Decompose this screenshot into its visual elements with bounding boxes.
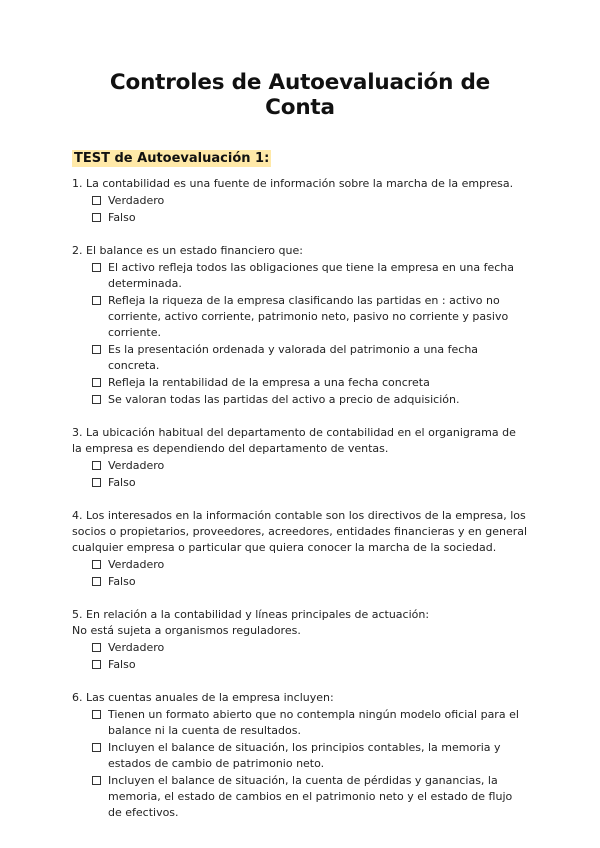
answer-option[interactable]	[92, 458, 528, 474]
answer-option[interactable]	[92, 342, 528, 374]
question-4	[72, 508, 528, 590]
question-text: 4. Los interesados en la información contable son los directivos de la empresa, los socios o propietarios, proveedores, acreedores, entidades financieras y en general cualquier empresa o particular que quiera conocer la marcha de la sociedad.	[72, 509, 528, 554]
answer-option-label: Falso	[108, 658, 136, 671]
answer-option-label: Falso	[108, 211, 136, 224]
answer-option-label: Falso	[108, 575, 136, 588]
checkbox-icon[interactable]	[92, 213, 101, 222]
answer-option-label: Verdadero	[108, 194, 165, 207]
checkbox-icon[interactable]	[92, 577, 101, 586]
answer-option-label: Verdadero	[108, 641, 165, 654]
answer-option[interactable]	[92, 260, 528, 292]
answer-option[interactable]	[92, 392, 528, 408]
question-list	[72, 176, 528, 821]
question-1	[72, 176, 528, 226]
answer-option-label: Se valoran todas las partidas del activo a precio de adquisición.	[108, 393, 460, 406]
document-title: Controles de Autoevaluación de Conta	[109, 70, 491, 120]
question-text: 2. El balance es un estado financiero que:	[72, 244, 303, 257]
answer-option[interactable]	[92, 193, 528, 209]
checkbox-icon[interactable]	[92, 560, 101, 569]
question-text: 5. En relación a la contabilidad y líneas principales de actuación:	[72, 608, 430, 621]
answer-option-label: Falso	[108, 476, 136, 489]
checkbox-icon[interactable]	[92, 345, 101, 354]
question-6	[72, 690, 528, 821]
answer-option[interactable]	[92, 707, 528, 739]
checkbox-icon[interactable]	[92, 776, 101, 785]
checkbox-icon[interactable]	[92, 710, 101, 719]
question-2	[72, 243, 528, 408]
checkbox-icon[interactable]	[92, 461, 101, 470]
answer-option-label: Incluyen el balance de situación, la cuenta de pérdidas y ganancias, la memoria, el estado de cambios en el patrimonio neto y el estado de flujo de efectivos.	[108, 774, 513, 819]
checkbox-icon[interactable]	[92, 263, 101, 272]
checkbox-icon[interactable]	[92, 296, 101, 305]
question-3	[72, 425, 528, 491]
answer-option-label: Tienen un formato abierto que no contempla ningún modelo oficial para el balance ni la cuenta de resultados.	[108, 708, 519, 737]
answer-option[interactable]	[92, 210, 528, 226]
answer-option[interactable]	[92, 773, 528, 821]
answer-option-label: El activo refleja todos las obligaciones que tiene la empresa en una fecha determinada.	[108, 261, 514, 290]
answer-option[interactable]	[92, 657, 528, 673]
test-subtitle: TEST de Autoevaluación 1:	[74, 151, 270, 166]
answer-option-label: Es la presentación ordenada y valorada del patrimonio a una fecha concreta.	[108, 343, 479, 372]
checkbox-icon[interactable]	[92, 395, 101, 404]
answer-option-label: Verdadero	[108, 558, 165, 571]
answer-option[interactable]	[92, 740, 528, 772]
checkbox-icon[interactable]	[92, 196, 101, 205]
answer-option[interactable]	[92, 375, 528, 391]
checkbox-icon[interactable]	[92, 478, 101, 487]
question-text: 3. La ubicación habitual del departamento de contabilidad en el organigrama de la empresa es dependiendo del departamento de ventas.	[72, 426, 516, 455]
answer-option[interactable]	[92, 640, 528, 656]
checkbox-icon[interactable]	[92, 660, 101, 669]
checkbox-icon[interactable]	[92, 643, 101, 652]
question-text: 1. La contabilidad es una fuente de información sobre la marcha de la empresa.	[72, 177, 514, 190]
question-subtext: No está sujeta a organismos reguladores.	[72, 624, 301, 637]
question-5	[72, 607, 528, 673]
answer-option-label: Refleja la riqueza de la empresa clasificando las partidas en : activo no corriente, activo corriente, patrimonio neto, pasivo no corriente y pasivo corriente.	[108, 294, 509, 339]
answer-option[interactable]	[92, 475, 528, 491]
answer-option-label: Incluyen el balance de situación, los principios contables, la memoria y estados de cambio de patrimonio neto.	[108, 741, 501, 770]
answer-option[interactable]	[92, 574, 528, 590]
answer-option[interactable]	[92, 293, 528, 341]
checkbox-icon[interactable]	[92, 743, 101, 752]
question-text: 6. Las cuentas anuales de la empresa incluyen:	[72, 691, 334, 704]
checkbox-icon[interactable]	[92, 378, 101, 387]
answer-option-label: Verdadero	[108, 459, 165, 472]
answer-option-label: Refleja la rentabilidad de la empresa a una fecha concreta	[108, 376, 430, 389]
answer-option[interactable]	[92, 557, 528, 573]
